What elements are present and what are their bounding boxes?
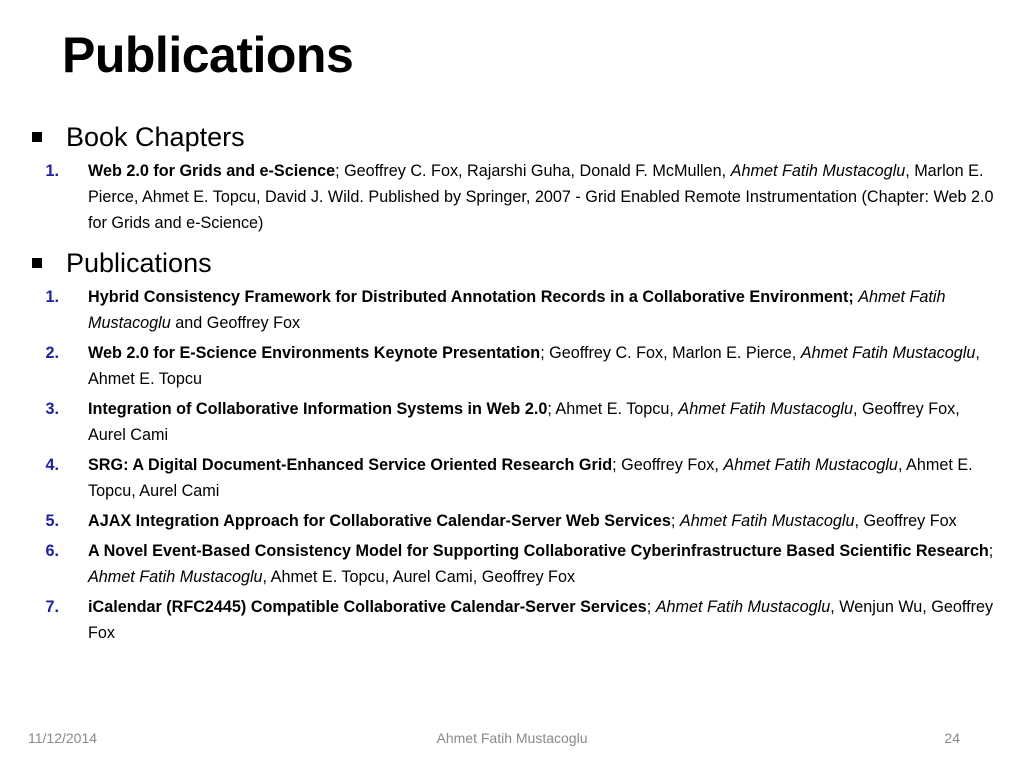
list-item	[28, 158, 1000, 236]
footer-page-number: 24	[944, 730, 960, 746]
item-title: iCalendar (RFC2445) Compatible Collaborative Calendar-Server Services	[88, 598, 647, 616]
item-text	[88, 284, 1000, 336]
item-number: 6.	[45, 542, 59, 560]
item-author-highlight: Ahmet Fatih Mustacoglu	[730, 162, 906, 180]
item-text	[88, 508, 1000, 534]
item-detail: , Ahmet E. Topcu, Aurel Cami, Geoffrey Fox	[262, 568, 576, 586]
item-detail: ;	[988, 542, 994, 560]
item-author-highlight: Ahmet Fatih Mustacoglu	[88, 568, 263, 586]
list-item	[28, 508, 1000, 534]
list-item	[28, 396, 1000, 448]
footer-date: 11/12/2014	[28, 730, 98, 746]
item-number: 3.	[45, 400, 59, 418]
item-author-highlight: Ahmet Fatih Mustacoglu	[655, 598, 831, 616]
slide-title: Publications	[62, 27, 354, 83]
list-item	[28, 594, 1000, 646]
item-detail: ; Geoffrey C. Fox, Rajarshi Guha, Donald F. McMullen,	[335, 162, 731, 180]
item-detail: , Geoffrey Fox, Aurel Cami	[88, 400, 960, 444]
square-bullet-icon	[32, 258, 42, 268]
item-detail: and Geoffrey Fox	[170, 314, 301, 332]
square-bullet-icon	[32, 132, 42, 142]
section-heading: Publications	[66, 248, 212, 278]
item-author-highlight: Ahmet Fatih Mustacoglu	[679, 512, 855, 530]
item-title: A Novel Event-Based Consistency Model for Supporting Collaborative Cyberinfrastructure Based Scientific Research	[88, 542, 989, 560]
item-number: 1.	[45, 162, 59, 180]
item-detail: ;	[670, 512, 680, 530]
item-author-highlight: Ahmet Fatih Mustacoglu	[800, 344, 976, 362]
item-title: SRG: A Digital Document-Enhanced Service Oriented Research Grid	[88, 456, 613, 474]
list-item	[28, 452, 1000, 504]
item-detail: ; Ahmet E. Topcu,	[547, 400, 679, 418]
item-title: Web 2.0 for E-Science Environments Keynote Presentation	[88, 344, 541, 362]
item-title: Web 2.0 for Grids and e-Science	[88, 162, 336, 180]
item-text	[88, 340, 1000, 392]
item-author-highlight: Ahmet Fatih Mustacoglu	[678, 400, 853, 418]
item-detail: ;	[646, 598, 656, 616]
item-title: Integration of Collaborative Information Systems in Web 2.0	[88, 400, 548, 418]
item-detail: , Wenjun Wu, Geoffrey Fox	[88, 598, 994, 642]
item-detail: ; Geoffrey C. Fox, Marlon E. Pierce,	[540, 344, 801, 362]
item-author-highlight: Ahmet Fatih Mustacoglu	[88, 288, 946, 332]
item-text	[88, 158, 1000, 236]
item-title: AJAX Integration Approach for Collaborative Calendar-Server Web Services	[88, 512, 671, 530]
item-detail: , Geoffrey Fox	[854, 512, 957, 530]
item-number: 4.	[45, 456, 59, 474]
item-detail: ; Geoffrey Fox,	[612, 456, 724, 474]
item-detail: , Marlon E. Pierce, Ahmet E. Topcu, David J. Wild. Published by Springer, 2007 - Grid Enabled Remote Instrumentation (Chapter: Web 2.0 for Grids and e-Science)	[88, 162, 994, 232]
section-book-chapters	[28, 118, 1000, 236]
list-item	[28, 284, 1000, 336]
item-number: 7.	[45, 598, 59, 616]
section-heading: Book Chapters	[66, 122, 245, 152]
list-item	[28, 340, 1000, 392]
item-text	[88, 538, 1000, 590]
slide-content	[28, 118, 1000, 654]
item-detail: , Ahmet E. Topcu, Aurel Cami	[88, 456, 973, 500]
item-detail: , Ahmet E. Topcu	[88, 344, 980, 388]
item-text	[88, 594, 1000, 646]
footer-author: Ahmet Fatih Mustacoglu	[436, 730, 588, 746]
item-text	[88, 396, 1000, 448]
publications-list	[28, 284, 1000, 646]
item-number: 5.	[45, 512, 59, 530]
book-chapters-list	[28, 158, 1000, 236]
item-title: Hybrid Consistency Framework for Distributed Annotation Records in a Collaborative Environment;	[88, 288, 859, 306]
item-author-highlight: Ahmet Fatih Mustacoglu	[723, 456, 898, 474]
item-number: 1.	[45, 288, 59, 306]
item-text	[88, 452, 1000, 504]
item-number: 2.	[45, 344, 59, 362]
section-publications	[28, 244, 1000, 646]
list-item	[28, 538, 1000, 590]
